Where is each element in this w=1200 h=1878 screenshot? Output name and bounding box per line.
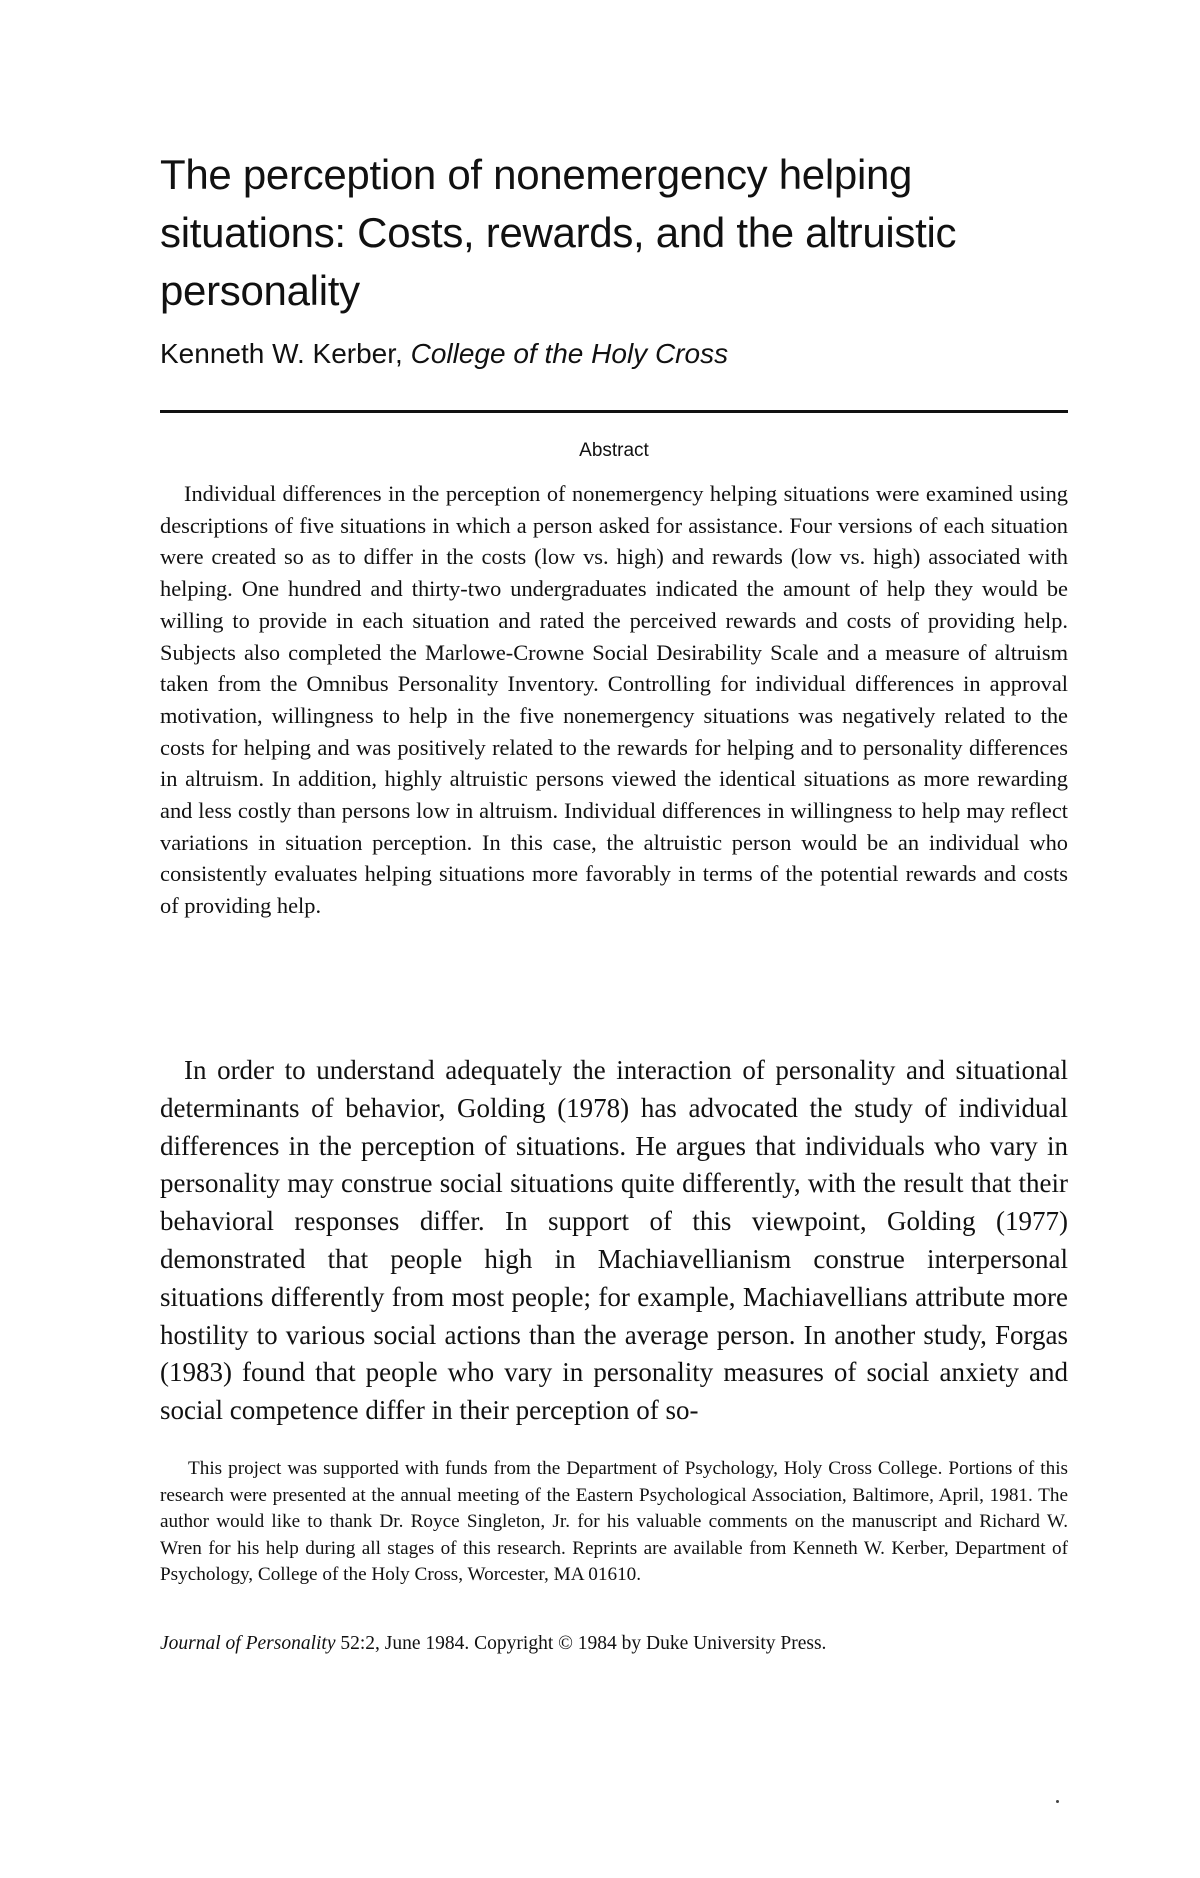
abstract-text: Individual differences in the perception of nonemergency helping situations were examined using descriptions of five situations in which a person asked for assistance. Four versions of each situation were created so as to differ in the costs (low vs. high) and rewards (low vs. high) associated with helping. One hundred and thirty-two undergraduates indicated the amount of help they would be willing to provide in each situation and rated the perceived rewards and costs of providing help. Subjects also completed the Marlowe-Crowne Social Desirability Scale and a measure of altruism taken from the Omnibus Personality Inventory. Controlling for individual differences in approval motivation, willingness to help in the five nonemergency situations was negatively related to the costs for helping and was positively related to the rewards for helping and to personality differences in altruism. In addition, highly altruistic persons viewed the identical situations as more rewarding and less costly than persons low in altruism. Individual differences in willingness to help may reflect variations in situation perception. In this case, the altruistic person would be an individual who consistently evaluates helping situations more favorably in terms of the potential rewards and costs of providing help. bbox=[160, 481, 1068, 919]
acknowledgment-footnote: This project was supported with funds from the Department of Psychology, Holy Cross College. Portions of this research were presented at the annual meeting of the Eastern Psychological Association, Baltimore, April, 1981. The author would like to thank Dr. Royce Singleton, Jr. for his valuable comments on the manuscript and Richard W. Wren for his help during all stages of this research. Reprints are available from Kenneth W. Kerber, Department of Psychology, College of the Holy Cross, Worcester, MA 01610. bbox=[160, 1458, 1068, 1586]
scan-speck bbox=[1056, 1800, 1059, 1803]
author-name: Kenneth W. Kerber, bbox=[160, 338, 403, 369]
paper-title: The perception of nonemergency helping situations: Costs, rewards, and the altruistic personality bbox=[160, 151, 957, 314]
abstract-heading: Abstract bbox=[579, 440, 649, 461]
header-rule bbox=[160, 410, 1068, 413]
author-affiliation: College of the Holy Cross bbox=[410, 338, 729, 369]
citation-details: 52:2, June 1984. Copyright © 1984 by Duke University Press. bbox=[335, 1633, 827, 1654]
byline bbox=[160, 336, 1100, 372]
journal-name: Journal of Personality bbox=[160, 1633, 336, 1654]
journal-citation bbox=[160, 1630, 1068, 1657]
body-paragraph: In order to understand adequately the interaction of personality and situational determinants of behavior, Golding (1978) has advocated the study of individual differences in the perception of situations. He argues that individuals who vary in personality may construe social situations quite differently, with the result that their behavioral responses differ. In support of this viewpoint, Golding (1977) demonstrated that people high in Machiavellianism construe interpersonal situations differently from most people; for example, Machiavellians attribute more hostility to various social actions than the average person. In another study, Forgas (1983) found that people who vary in personality measures of social anxiety and social competence differ in their perception of so- bbox=[160, 1055, 1068, 1426]
